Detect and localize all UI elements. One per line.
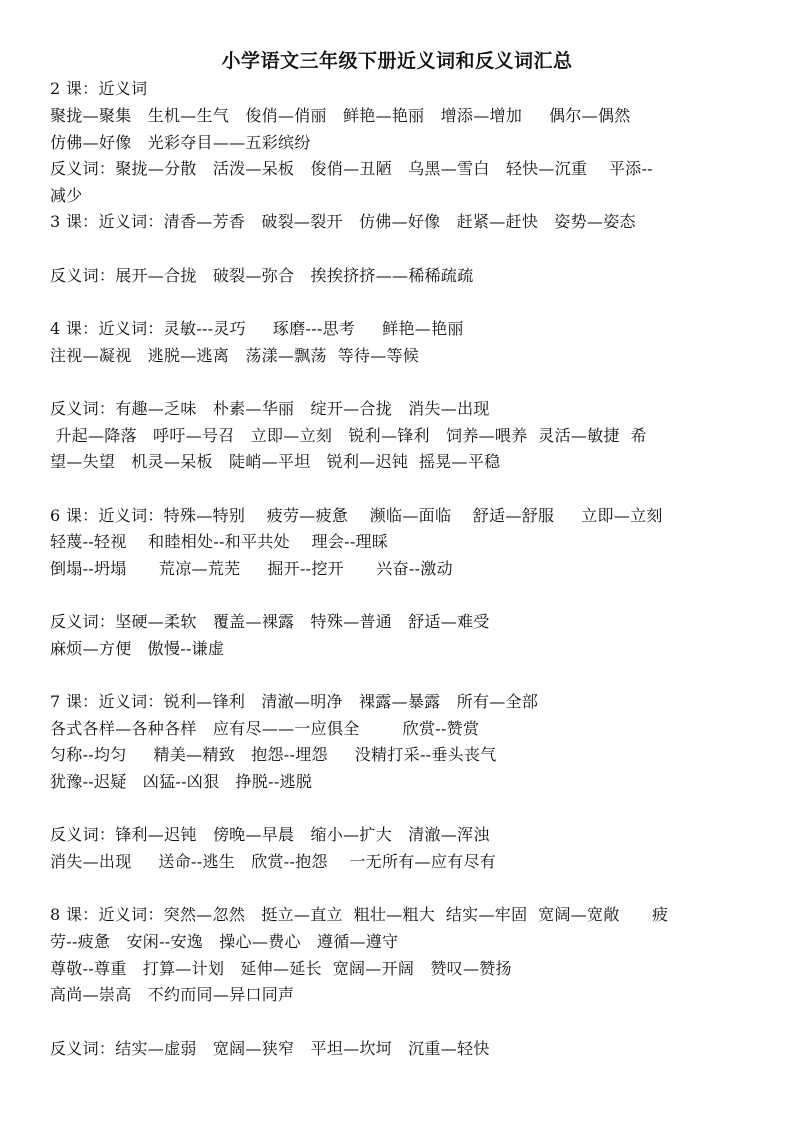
text-line: 减少 (50, 186, 83, 205)
text-line: 3 课：近义词：清香—芳香 破裂—裂开 仿佛—好像 赶紧—赶快 姿势—姿态 (50, 212, 636, 231)
text-line: 匀称--均匀 精美—精致 抱怨--埋怨 没精打采--垂头丧气 (50, 745, 497, 764)
text-line: 反义词：展开—合拢 破裂—弥合 挨挨挤挤——稀稀疏疏 (50, 266, 474, 285)
text-line: 反义词：锋利—迟钝 傍晚—早晨 缩小—扩大 清澈—浑浊 (50, 825, 490, 844)
text-line: 7 课：近义词：锐利—锋利 清澈—明净 裸露—暴露 所有—全部 (50, 692, 539, 711)
document-title: 小学语文三年级下册近义词和反义词汇总 (221, 50, 573, 72)
text-line: 望—失望 机灵—呆板 陡峭—平坦 锐利—迟钝 摇晃—平稳 (50, 452, 501, 471)
text-line: 犹豫--迟疑 凶猛--凶狠 挣脱--逃脱 (50, 772, 313, 791)
text-line: 注视—凝视 逃脱—逃离 荡漾—飘荡 等待—等候 (50, 346, 420, 365)
text-line: 反义词：坚硬—柔软 覆盖—裸露 特殊—普通 舒适—难受 (50, 612, 490, 631)
text-line: 消失—出现 送命--逃生 欣赏--抱怨 一无所有—应有尽有 (50, 852, 497, 871)
text-line: 仿佛—好像 光彩夺目——五彩缤纷 (50, 133, 311, 152)
text-line: 各式各样—各种各样 应有尽——一应俱全 欣赏--赞赏 (50, 719, 480, 738)
text-line: 尊敬--尊重 打算—计划 延伸—延长 宽阔—开阔 赞叹—赞扬 (50, 959, 512, 978)
text-line: 倒塌--坍塌 荒凉—荒芜 掘开--挖开 兴奋--激动 (50, 559, 453, 578)
text-line: 8 课：近义词：突然—忽然 挺立—直立 粗壮—粗大 结实—牢固 宽阔—宽敞 疲 (50, 905, 669, 924)
text-line: 麻烦—方便 傲慢--谦虚 (50, 639, 225, 658)
text-line: 升起—降落 呼吁—号召 立即—立刻 锐利—锋利 饲养—喂养 灵活—敏捷 希 (50, 426, 647, 445)
text-line: 反义词：聚拢—分散 活泼—呆板 俊俏—丑陋 乌黑—雪白 轻快—沉重 平添-- (50, 159, 653, 178)
text-line: 聚拢—聚集 生机—生气 俊俏—俏丽 鲜艳—艳丽 增添—增加 偶尔—偶然 (50, 106, 631, 125)
text-line: 劳--疲惫 安闲--安逸 操心—费心 遵循—遵守 (50, 932, 399, 951)
text-line: 高尚—崇高 不约而同—异口同声 (50, 985, 295, 1004)
text-line: 2 课：近义词 (50, 79, 148, 98)
text-line: 反义词：结实—虚弱 宽阔—狭窄 平坦—坎坷 沉重—轻快 (50, 1039, 490, 1058)
text-line: 4 课：近义词：灵敏---灵巧 琢磨---思考 鲜艳—艳丽 (50, 319, 464, 338)
text-line: 轻蔑--轻视 和睦相处--和平共处 理会--理睬 (50, 532, 389, 551)
text-line: 6 课：近义词：特殊—特别 疲劳—疲惫 濒临—面临 舒适—舒服 立即—立刻 (50, 506, 663, 525)
text-line: 反义词：有趣—乏味 朴素—华丽 绽开—合拢 消失—出现 (50, 399, 490, 418)
